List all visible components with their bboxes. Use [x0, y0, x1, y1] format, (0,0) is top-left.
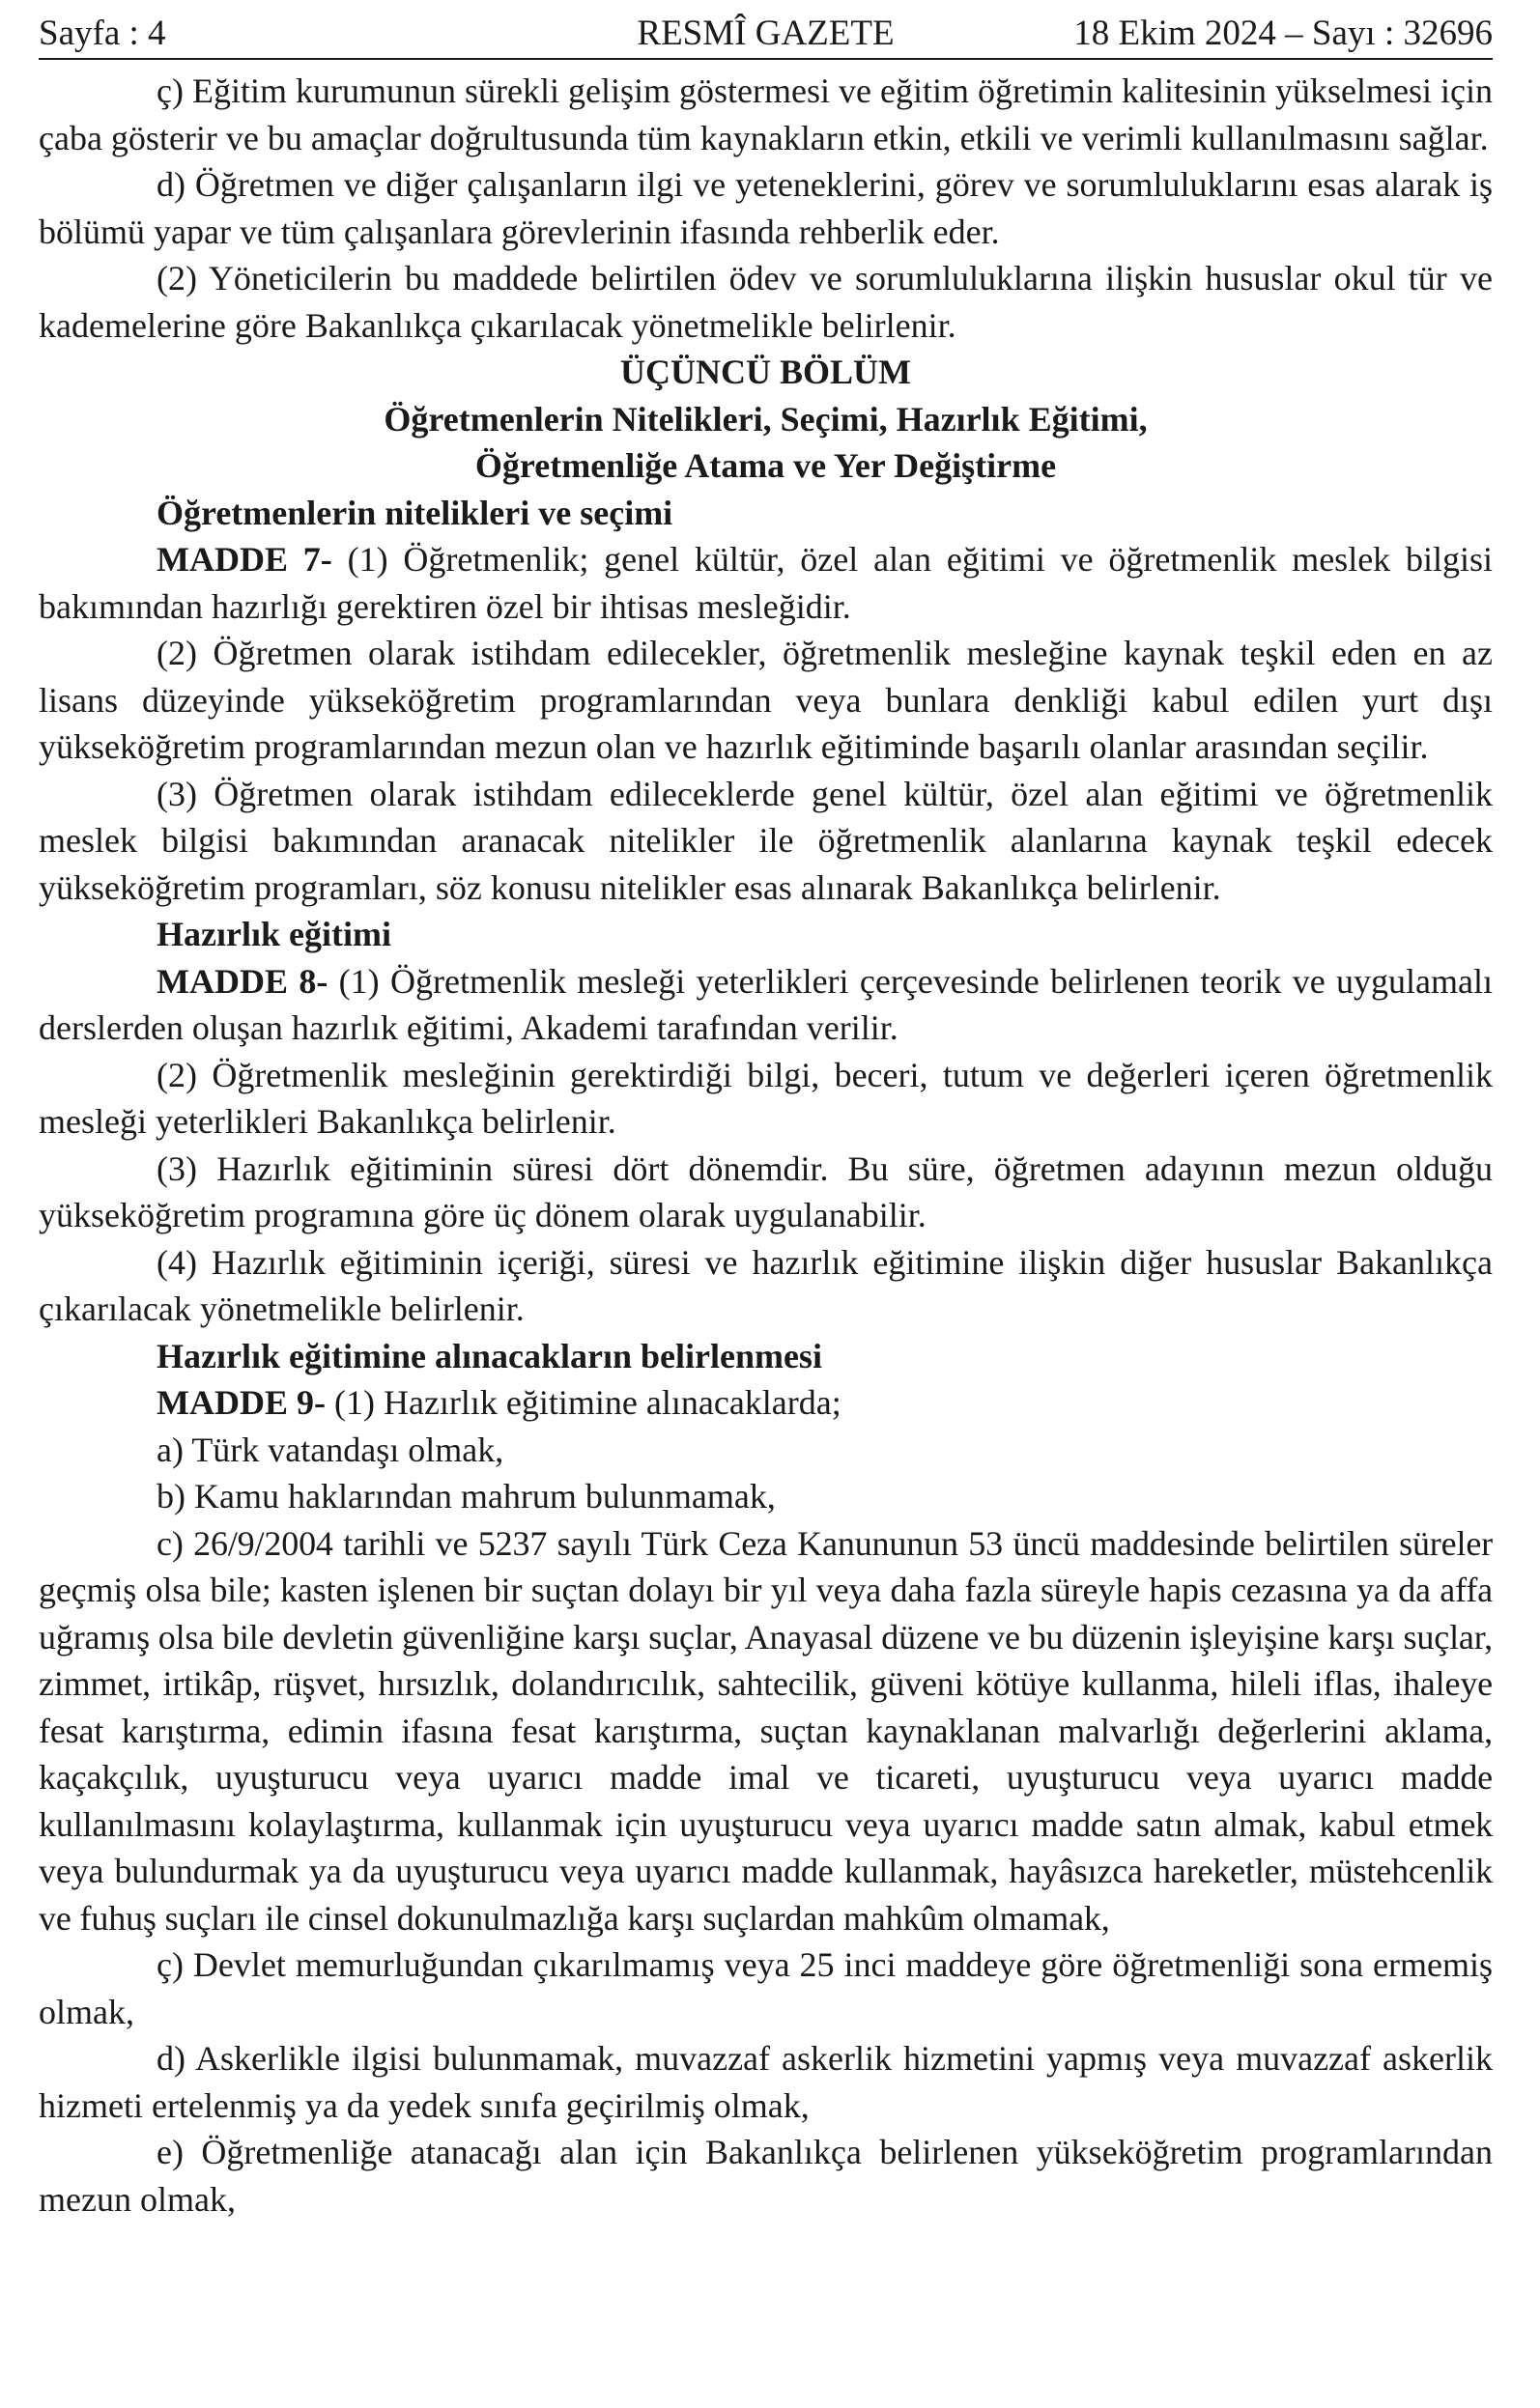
- article-8-paragraph-4: (4) Hazırlık eğitiminin içeriği, süresi ve hazırlık eğitimine ilişkin diğer hususlar Bakanlıkça çıkarılacak yönetmelikle belirlenir.: [39, 1242, 1493, 1328]
- article-9-item-b: b) Kamu haklarından mahrum bulunmamak,: [157, 1477, 776, 1516]
- article-8-heading: Hazırlık eğitimi: [157, 915, 391, 953]
- article-7-heading: Öğretmenlerin nitelikleri ve seçimi: [157, 493, 673, 532]
- article-8-paragraph-1-text: (1) Öğretmenlik mesleği yeterlikleri çerçevesinde belirlenen teorik ve uygulamalı derslerden oluşan hazırlık eğitimi, Akademi tarafından verilir.: [39, 961, 1493, 1047]
- article-9-item-a: a) Türk vatandaşı olmak,: [157, 1430, 504, 1469]
- article-9-item-c: c) 26/9/2004 tarihli ve 5237 sayılı Türk Ceza Kanununun 53 üncü maddesinde belirtilen süreler geçmiş olsa bile; kasten işlenen bir suçtan dolayı bir yıl veya daha fazla süreyle hapis cezasına ya da affa uğramış olsa bile devletin güvenliğine karşı suçlar, Anayasal düzene ve bu düzenin işleyişine karşı suçlar, zimmet, irtikâp, rüşvet, hırsızlık, dolandırıcılık, sahtecilik, güveni kötüye kullanma, hileli iflas, ihaleye fesat karıştırma, edimin ifasına fesat karıştırma, suçtan kaynaklanan malvarlığı değerlerini aklama, kaçakçılık, uyuşturucu veya uyarıcı madde imal ve ticareti, uyuşturucu veya uyarıcı madde kullanılmasını kolaylaştırma, kullanmak için uyuşturucu veya uyarıcı madde satın almak, kabul etmek veya bulundurmak ya da uyuşturucu veya uyarıcı madde kullanmak, hayâsızca hareketler, müstehcenlik ve fuhuş suçları ile cinsel dokunulmazlığa karşı suçlardan mahkûm olmamak,: [39, 1523, 1493, 1938]
- article-9-item-c-cedilla: ç) Devlet memurluğundan çıkarılmamış veya 25 inci maddeye göre öğretmenliği sona ermemiş olmak,: [39, 1945, 1493, 2031]
- paragraph-2: (2) Yöneticilerin bu maddede belirtilen ödev ve sorumluluklarına ilişkin hususlar okul tür ve kademelerine göre Bakanlıkça çıkarılacak yönetmelikle belirlenir.: [39, 259, 1493, 345]
- publication-title: RESMÎ GAZETE: [637, 14, 895, 53]
- article-9-heading: Hazırlık eğitimine alınacakların belirlenmesi: [157, 1336, 822, 1375]
- section-subtitle-line1: Öğretmenlerin Nitelikleri, Seçimi, Hazırlık Eğitimi,: [384, 399, 1148, 439]
- article-8-label: MADDE 8-: [157, 961, 328, 1001]
- article-7-paragraph-1-text: (1) Öğretmenlik; genel kültür, özel alan eğitimi ve öğretmenlik meslek bilgisi bakımından hazırlığı gerektiren özel bir ihtisas mesleğidir.: [39, 540, 1493, 626]
- article-7-paragraph-2: (2) Öğretmen olarak istihdam edilecekler, öğretmenlik mesleğine kaynak teşkil eden en az lisans düzeyinde yükseköğretim programlarından veya bunlara denkliği kabul edilen yurt dışı yükseköğretim programlarından mezun olan ve hazırlık eğitiminde başarılı olanlar arasından seçilir.: [39, 634, 1493, 766]
- page-number: Sayfa : 4: [39, 14, 166, 53]
- article-9-paragraph-1-text: (1) Hazırlık eğitimine alınacaklarda;: [325, 1383, 841, 1422]
- page-header: [39, 12, 1493, 60]
- section-subtitle-line2: Öğretmenliğe Atama ve Yer Değiştirme: [474, 446, 1057, 485]
- gazette-page: [39, 12, 1493, 2223]
- article-7-paragraph-1: [39, 536, 1493, 630]
- article-9-paragraph-1: [39, 1379, 1493, 1427]
- article-8-paragraph-1: [39, 958, 1493, 1052]
- paragraph-c-cedilla: ç) Eğitim kurumunun sürekli gelişim göstermesi ve eğitim öğretimin kalitesinin yükselmesi için çaba gösterir ve bu amaçlar doğrultusunda tüm kaynakların etkin, etkili ve verimli kullanılmasını sağlar.: [39, 71, 1493, 157]
- section-title: ÜÇÜNCÜ BÖLÜM: [620, 353, 911, 391]
- article-7-label: MADDE 7-: [157, 540, 332, 579]
- article-9-item-e: e) Öğretmenliğe atanacağı alan için Bakanlıkça belirlenen yükseköğretim programlarından mezun olmak,: [39, 2133, 1493, 2219]
- article-8-paragraph-2: (2) Öğretmenlik mesleğinin gerektirdiği bilgi, beceri, tutum ve değerleri içeren öğretmenlik mesleği yeterlikleri Bakanlıkça belirlenir.: [39, 1055, 1493, 1141]
- document-body: [39, 68, 1493, 2223]
- article-7-paragraph-3: (3) Öğretmen olarak istihdam edileceklerde genel kültür, özel alan eğitimi ve öğretmenlik meslek bilgisi bakımından aranacak nitelikler ile öğretmenlik alanlarına kaynak teşkil edecek yükseköğretim programları, söz konusu nitelikler esas alınarak Bakanlıkça belirlenir.: [39, 774, 1493, 907]
- article-9-label: MADDE 9-: [157, 1383, 326, 1422]
- issue-date-number: 18 Ekim 2024 – Sayı : 32696: [1073, 14, 1493, 53]
- article-9-item-d: d) Askerlikle ilgisi bulunmamak, muvazzaf askerlik hizmetini yapmış veya muvazzaf askerlik hizmeti ertelenmiş ya da yedek sınıfa geçirilmiş olmak,: [39, 2039, 1493, 2125]
- paragraph-d: d) Öğretmen ve diğer çalışanların ilgi ve yeteneklerini, görev ve sorumluluklarını esas alarak iş bölümü yapar ve tüm çalışanlara görevlerinin ifasında rehberlik eder.: [39, 165, 1493, 251]
- article-8-paragraph-3: (3) Hazırlık eğitiminin süresi dört dönemdir. Bu süre, öğretmen adayının mezun olduğu yükseköğretim programına göre üç dönem olarak uygulanabilir.: [39, 1148, 1493, 1234]
